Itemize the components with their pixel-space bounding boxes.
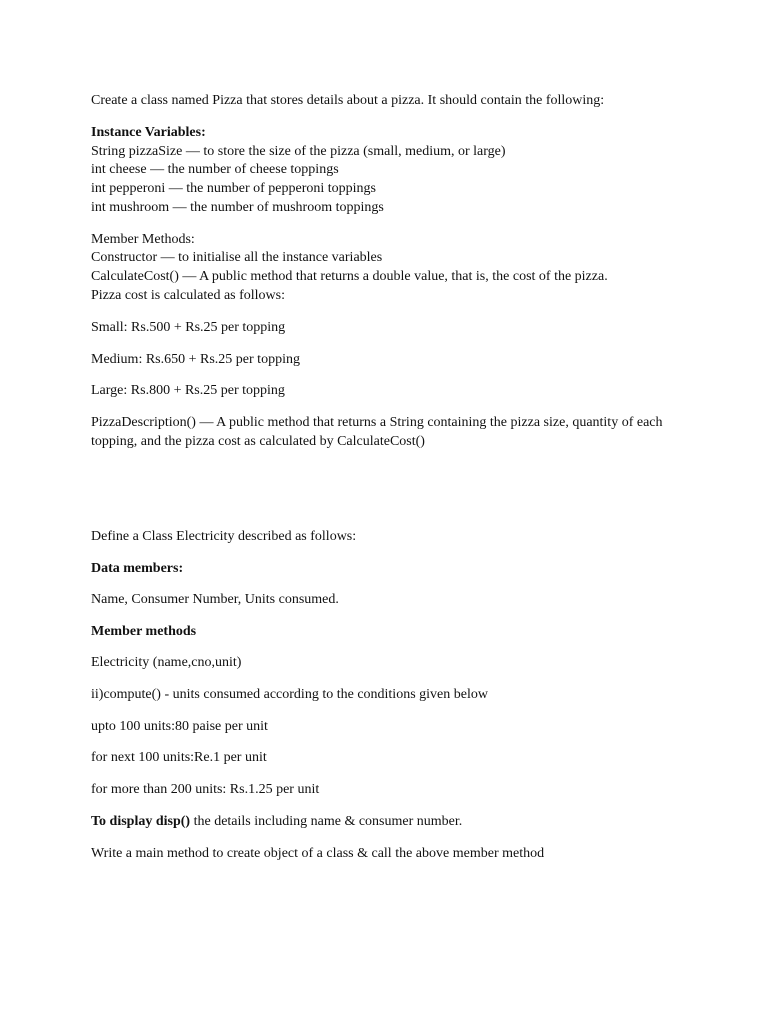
rate-item: for more than 200 units: Rs.1.25 per unit [91,782,320,797]
data-members: Name, Consumer Number, Units consumed. [91,592,339,607]
pizza-intro: Create a class named Pizza that stores details about a pizza. It should contain the following: [91,93,605,108]
compute-method: ii)compute() - units consumed according to the conditions given below [91,687,488,702]
pizza-description: PizzaDescription() — A public method that returns a String containing the pizza size, quantity of each topping, and the pizza cost as calculated by CalculateCost() [91,415,663,449]
method-item: Constructor — to initialise all the instance variables [91,250,383,265]
member-methods-heading: Member Methods: [91,232,195,247]
display-method [91,813,691,832]
main-method: Write a main method to create object of a class & call the above member method [91,846,545,861]
display-method-bold: To display disp() [91,814,191,829]
rate-item: upto 100 units:80 paise per unit [91,719,268,734]
cost-large: Large: Rs.800 + Rs.25 per topping [91,383,285,398]
method-item: Pizza cost is calculated as follows: [91,288,285,303]
method-item: CalculateCost() — A public method that returns a double value, that is, the cost of the pizza. [91,269,608,284]
cost-medium: Medium: Rs.650 + Rs.25 per topping [91,352,300,367]
instance-variable-item: int cheese — the number of cheese toppings [91,162,339,177]
instance-variables-heading: Instance Variables: [91,125,206,140]
cost-small: Small: Rs.500 + Rs.25 per topping [91,320,286,335]
instance-variable-item: int pepperoni — the number of pepperoni toppings [91,181,376,196]
display-method-rest: the details including name & consumer number. [190,814,463,829]
electricity-intro: Define a Class Electricity described as follows: [91,529,357,544]
rate-item: for next 100 units:Re.1 per unit [91,750,267,765]
electricity-constructor: Electricity (name,cno,unit) [91,655,242,670]
data-members-heading: Data members: [91,561,184,576]
instance-variable-item: String pizzaSize — to store the size of the pizza (small, medium, or large) [91,144,506,159]
instance-variable-item: int mushroom — the number of mushroom toppings [91,200,384,215]
electricity-methods-heading: Member methods [91,624,197,639]
